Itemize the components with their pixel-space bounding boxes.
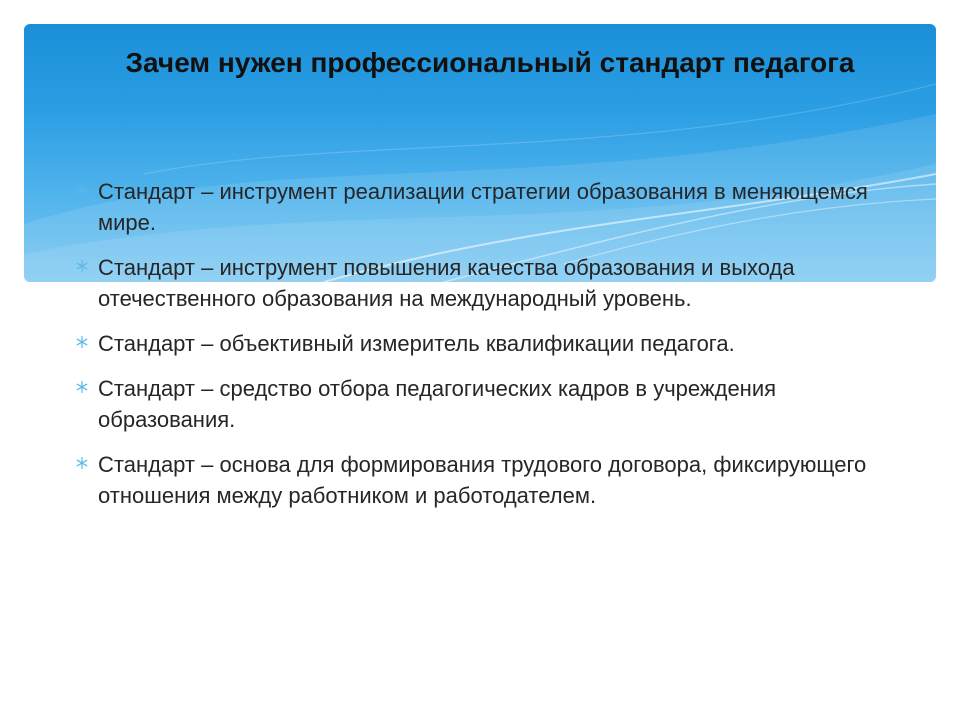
snowflake-icon <box>76 457 88 469</box>
bullet-text: Стандарт – средство отбора педагогических кадров в учреждения образования. <box>98 376 777 432</box>
bullet-text: Стандарт – инструмент реализации стратегии образования в меняющемся мире. <box>98 179 868 235</box>
bullet-item <box>76 328 896 359</box>
bullet-text: Стандарт – объективный измеритель квалификации педагога. <box>98 331 735 356</box>
snowflake-icon <box>76 381 88 393</box>
bullet-text: Стандарт – основа для формирования трудового договора, фиксирующего отношения между работником и работодателем. <box>98 452 867 508</box>
bullet-item <box>76 176 896 238</box>
bullet-item <box>76 373 896 435</box>
bullet-text: Стандарт – инструмент повышения качества образования и выхода отечественного образования на международный уровень. <box>98 255 795 311</box>
bullet-list <box>76 176 896 525</box>
snowflake-icon <box>76 260 88 272</box>
snowflake-icon <box>76 336 88 348</box>
bullet-item <box>76 449 896 511</box>
bullet-item <box>76 252 896 314</box>
snowflake-icon <box>76 184 88 196</box>
slide-title: Зачем нужен профессиональный стандарт педагога <box>125 47 855 78</box>
